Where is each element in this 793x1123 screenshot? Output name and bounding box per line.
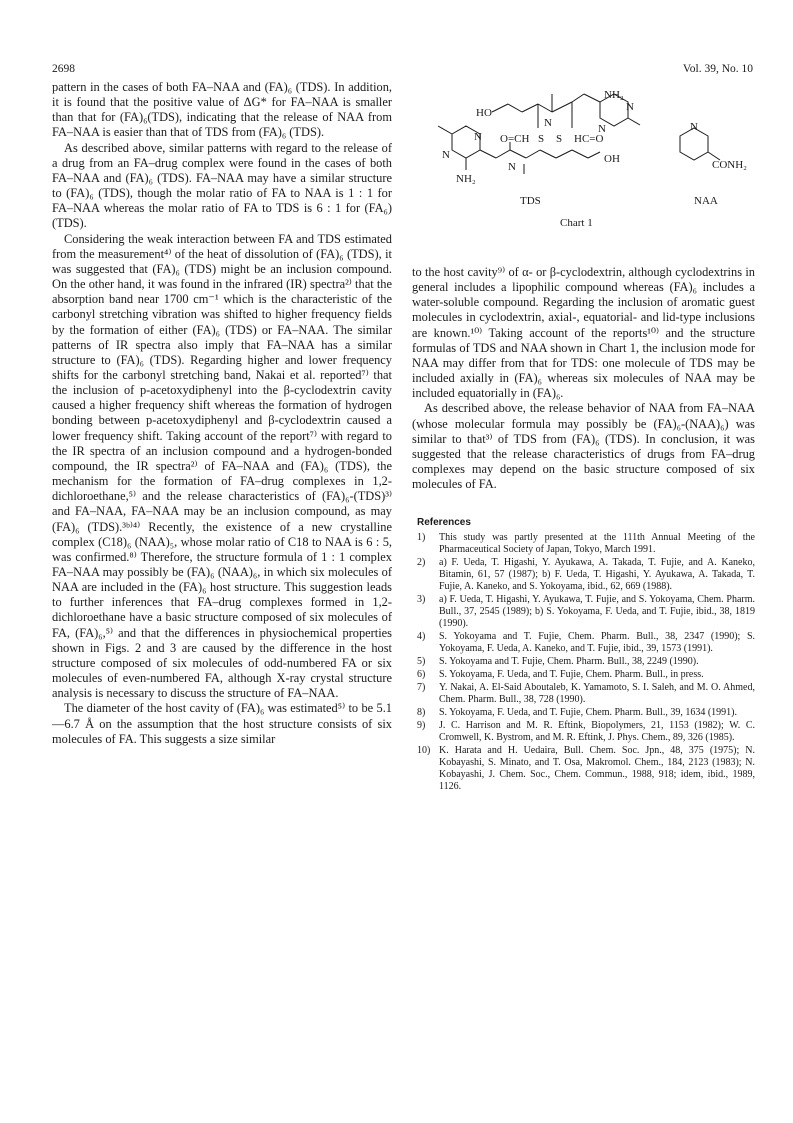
paragraph: to the host cavity⁹⁾ of α- or β-cyclodextrin, although cyclodextrins in general includes a lipophilic compound whereas (FA)₆ includes a water-soluble compound. Regarding the inclusion of aromatic guest molecules in cyclodextrin, axial-, equatorial- and lid-type inclusions are known.¹⁰⁾ Taking account of the reports¹⁰⁾ and the structure formulas of TDS and NAA shown in Chart 1, the inclusion mode for NAA may differ from that for TDS: one molecule of TDS may be included axially in (FA)₆ whereas six molecules of NAA may be included equatorially in (FA)₆. xyxy=(412,265,755,401)
reference-item xyxy=(417,656,755,668)
paragraph: pattern in the cases of both FA–NAA and (FA)₆ (TDS). In addition, it is found that the positive value of ΔG* for FA–NAA is smaller than that for (FA)₆(TDS), indicating that the release of NAA from FA–NAA is easier than that of TDS from (FA)₆ (TDS). xyxy=(52,80,392,140)
n-label: N xyxy=(474,131,482,143)
sulfur-label: S xyxy=(538,133,545,145)
left-column xyxy=(52,80,392,747)
chart-1-figure xyxy=(412,84,755,259)
reference-number: 10) xyxy=(417,745,431,756)
nh2-bottom-label: NH₂ xyxy=(456,173,476,185)
conh2-label: CONH₂ xyxy=(712,159,748,171)
ho-label: HO xyxy=(476,107,492,119)
reference-item xyxy=(417,707,755,719)
paragraph: Considering the weak interaction between FA and TDS estimated from the measurement⁴⁾ of the heat of dissolution of (FA)₆ (TDS), it was suggested that (FA)₆ (TDS) might be an inclusion compound. On the other hand, it was found in the infrared (IR) spectra²⁾ that the absorption band near 1700 cm⁻¹ which is the characteristic of the carbonyl stretching vibration was shifted to higher frequency fields by the formation of either (FA)₆ (TDS) or FA–NAA. The similar patterns of IR spectra also imply that FA–NAA has a similar structure to (FA)₆ (TDS). Regarding higher and lower frequency shifts for the carbonyl stretching band, Nakai et al. reported⁷⁾ that the inclusion of p-acetoxydiphenyl into the β-cyclodextrin cavity caused a higher frequency shift whereas the formation of hydrogen bonding between p-acetoxydiphenyl and β-cyclodextrin caused a lower frequency shift. Taking account of the report⁷⁾ with regard to the IR spectra of an inclusion compound and a hydrogen-bonded compound, the IR spectra²⁾ of FA–NAA and (FA)₆ (TDS), the mechanism for the formation of FA–drug complexes in 1,2-dichloroethane,⁵⁾ and the release characteristics of (FA)₆-(TDS)³⁾ and FA–NAA, FA–NAA may be an inclusion compound, as may (FA)₆ (TDS).³ᵇ⁾⁴⁾ Recently, the existence of a new crystalline complex (C18)₆ (NAA)₅, whose molar ratio of C18 to NAA is 6 : 5, was confirmed.⁸⁾ Therefore, the structure formula of 1 : 1 complex FA–NAA may possibly be (FA)₆ (NAA)₆, in which six molecules of NAA are included in the (FA)₆ host structure. This suggestion leads to further inferences that FA–drug complexes formed in 1,2-dichloroethane have a basic structure composed of six molecules of FA, (FA)₆,⁵⁾ and that the differences in physiochemical properties shown in Figs. 2 and 3 are caused by the difference in the host structure composed of six molecules of odd-numbered FA or six molecules of even-numbered FA, although X-ray crystal structure analysis is necessary to discuss the structure of FA–NAA. xyxy=(52,231,392,701)
reference-item xyxy=(417,669,755,681)
n-label: N xyxy=(508,161,516,173)
n-label: N xyxy=(544,117,552,129)
naa-label: NAA xyxy=(694,195,718,207)
reference-number: 6) xyxy=(417,669,426,680)
volume-label: Vol. 39, No. 10 xyxy=(682,63,753,75)
references-heading: References xyxy=(417,517,471,528)
reference-number: 7) xyxy=(417,682,426,693)
reference-item xyxy=(417,557,755,593)
reference-text: S. Yokoyama, F. Ueda, and T. Fujie, Chem. Pharm. Bull., in press. xyxy=(439,669,704,680)
chart-caption: Chart 1 xyxy=(560,217,593,229)
formyl-label: HC=O xyxy=(574,133,604,145)
reference-item xyxy=(417,720,755,744)
paragraph: As described above, similar patterns with regard to the release of a drug from an FA–drug complex were found in the cases of both FA–NAA and (FA)₆ (TDS). FA–NAA may have a similar structure to (FA)₆ (TDS), though the molar ratio of FA to NAA is 1 : 1 for FA–NAA whereas the molar ratio of FA to TDS is 6 : 1 for (FA₆) (TDS). xyxy=(52,140,392,231)
paragraph: As described above, the release behavior of NAA from FA–NAA (whose molecular formula may possibly be (FA)₆-(NAA)₆) was similar to that³⁾ of TDS from (FA)₆ (TDS). In conclusion, it was suggested that the release characteristics of drugs from FA–drug complexes may depend on the basic structure composed of six molecules of FA. xyxy=(412,401,755,492)
reference-text: S. Yokoyama and T. Fujie, Chem. Pharm. Bull., 38, 2249 (1990). xyxy=(439,656,699,667)
n-label: N xyxy=(442,149,450,161)
nh2-top-label: NH₂ xyxy=(604,89,624,101)
reference-item xyxy=(417,594,755,630)
reference-item xyxy=(417,745,755,793)
reference-number: 1) xyxy=(417,532,426,543)
reference-number: 4) xyxy=(417,631,426,642)
reference-text: S. Yokoyama, F. Ueda, and T. Fujie, Chem. Pharm. Bull., 39, 1634 (1991). xyxy=(439,707,737,718)
reference-number: 5) xyxy=(417,656,426,667)
paragraph: The diameter of the host cavity of (FA)₆ was estimated⁵⁾ to be 5.1—6.7 Å on the assumption that the host structure consists of six molecules of FA. This suggests a size similar xyxy=(52,701,392,746)
sulfur-label: S xyxy=(556,133,563,145)
reference-text: Y. Nakai, A. El-Said Aboutaleb, K. Yamamoto, S. I. Saleh, and M. O. Ahmed, Chem. Pharm. Bull., 38, 728 (1990). xyxy=(439,682,755,705)
n-label: N xyxy=(626,101,634,113)
reference-text: J. C. Harrison and M. R. Eftink, Biopolymers, 21, 1153 (1982); W. C. Cromwell, K. Bystrom, and M. R. Eftink, J. Phys. Chem., 89, 326 (1985). xyxy=(439,720,755,743)
reference-text: K. Harata and H. Uedaira, Bull. Chem. Soc. Jpn., 48, 375 (1975); N. Kobayashi, S. Minato, and T. Osa, Makromol. Chem., 184, 2123 (1983); N. Kobayashi, J. Chem. Soc., Chem. Commun., 1988, 918; idem, ibid., 1989, 1126. xyxy=(439,745,755,792)
reference-number: 8) xyxy=(417,707,426,718)
reference-text: a) F. Ueda, T. Higashi, Y. Ayukawa, T. Fujie, and S. Yokoyama, Chem. Pharm. Bull., 37, 2545 (1989); b) S. Yokoyama, F. Ueda, and T. Fujie, ibid., 38, 1819 (1990). xyxy=(439,594,755,629)
reference-number: 3) xyxy=(417,594,426,605)
n-label: N xyxy=(598,123,606,135)
right-column xyxy=(412,265,755,492)
reference-text: S. Yokoyama and T. Fujie, Chem. Pharm. Bull., 38, 2347 (1990); S. Yokoyama, F. Ueda, A. Kaneko, and T. Fujie, ibid., 39, 1573 (1991). xyxy=(439,631,755,654)
reference-item xyxy=(417,682,755,706)
reference-number: 9) xyxy=(417,720,426,731)
n-label: N xyxy=(690,121,698,133)
reference-item xyxy=(417,631,755,655)
oh-label: OH xyxy=(604,153,620,165)
page-number: 2698 xyxy=(52,63,75,75)
reference-text: This study was partly presented at the 111th Annual Meeting of the Pharmaceutical Society of Japan, Tokyo, March 1991. xyxy=(439,532,755,555)
reference-number: 2) xyxy=(417,557,426,568)
tds-label: TDS xyxy=(520,195,541,207)
references-section xyxy=(417,517,755,794)
reference-item xyxy=(417,532,755,556)
reference-text: a) F. Ueda, T. Higashi, Y. Ayukawa, A. Takada, T. Fujie, and A. Kaneko, Bitamin, 61, 57 (1987); b) F. Ueda, T. Higashi, Y. Ayukawa, A. Takada, T. Fujie, A. Kaneko, and S. Yokoyama, ibid., 62, 669 (1988). xyxy=(439,557,755,592)
formyl-label: O=CH xyxy=(500,133,530,145)
structure-formulas xyxy=(412,84,755,259)
